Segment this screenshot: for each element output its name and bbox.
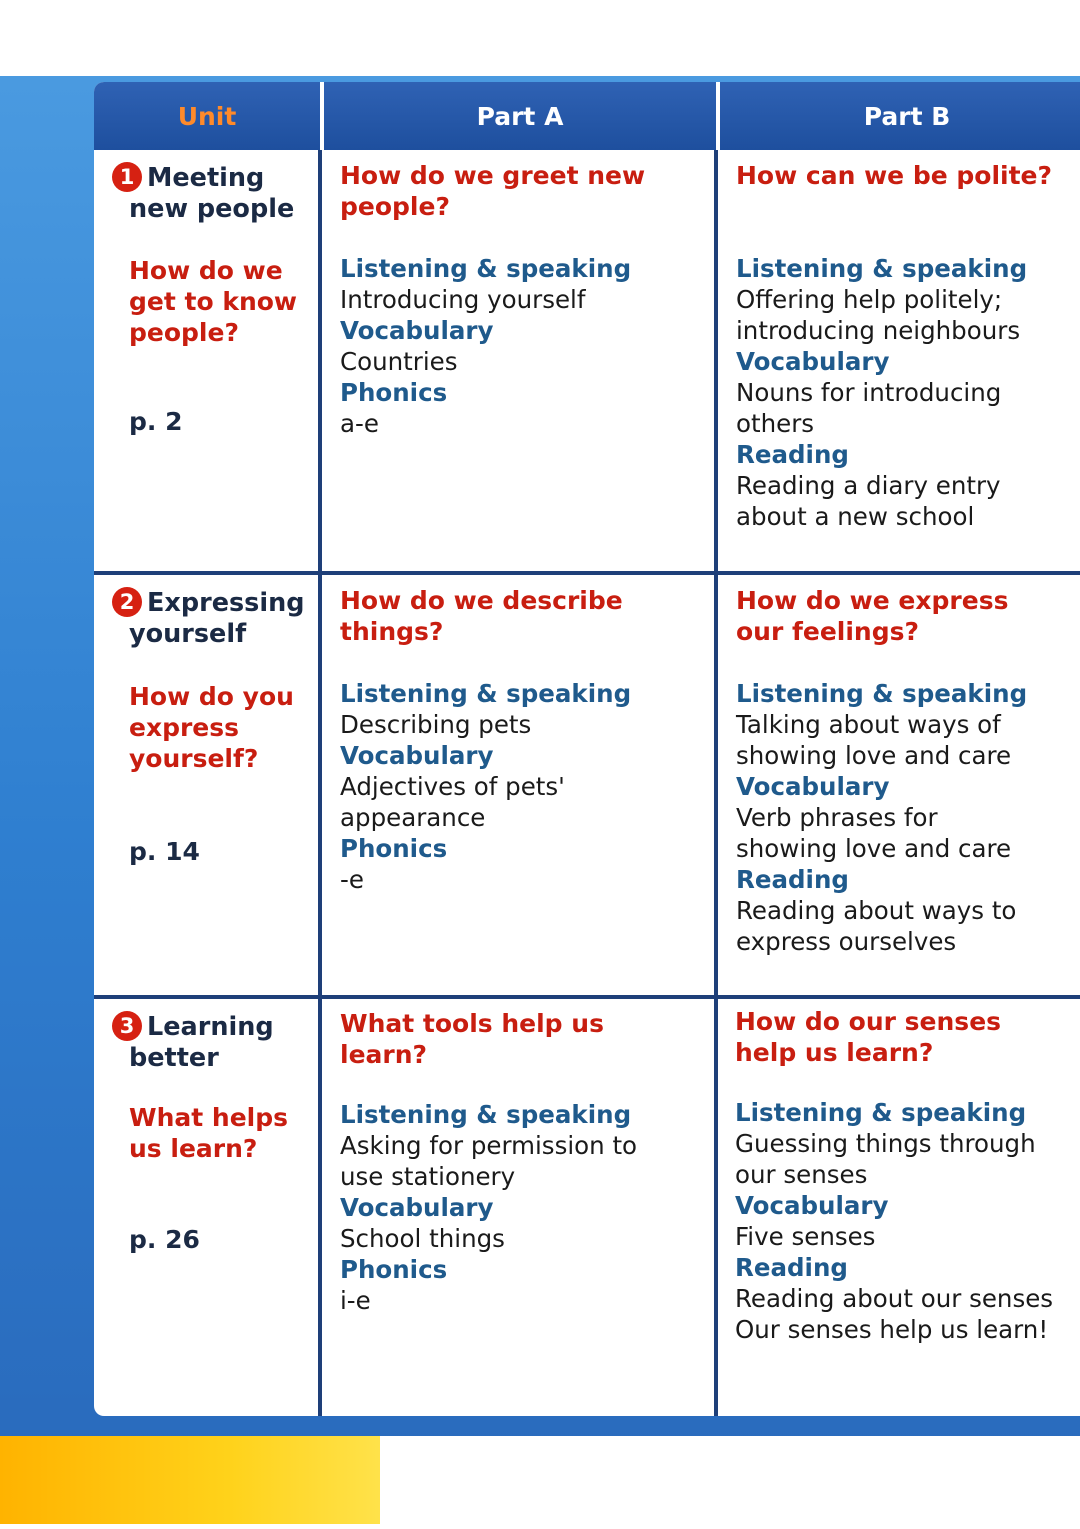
unit-cell — [112, 587, 312, 867]
unit-number-badge: 2 — [112, 587, 142, 617]
listening-speaking-text: use stationery — [340, 1162, 516, 1191]
vocabulary-label: Vocabulary — [340, 316, 494, 345]
vocabulary-label: Vocabulary — [736, 772, 890, 801]
reading-text: Reading about ways to — [736, 896, 1017, 925]
reading-text: Our senses help us learn! — [735, 1315, 1049, 1344]
part-b-question: How can we be polite? — [736, 161, 1053, 190]
part-a-question: people? — [340, 192, 450, 221]
unit-question: yourself? — [129, 744, 259, 773]
vocabulary-text: others — [736, 409, 815, 438]
contents-table — [94, 82, 1080, 1416]
bottom-margin — [380, 1436, 1080, 1529]
header-divider — [320, 82, 324, 150]
unit-title: 3 Learning — [112, 1011, 312, 1043]
listening-speaking-text: our senses — [735, 1160, 868, 1189]
vocabulary-text: Verb phrases for — [736, 803, 938, 832]
part-a-cell — [340, 585, 710, 895]
listening-speaking-label: Listening & speaking — [736, 679, 1028, 708]
unit-question: people? — [129, 318, 239, 347]
vocabulary-label: Vocabulary — [735, 1191, 889, 1220]
column-divider — [714, 150, 718, 1416]
unit-question: get to know — [129, 287, 298, 316]
unit-cell — [112, 162, 312, 437]
row-divider — [94, 995, 1080, 999]
part-a-question: How do we greet new — [340, 161, 646, 190]
unit-title: yourself — [129, 619, 247, 649]
listening-speaking-text: Describing pets — [340, 710, 532, 739]
part-b-question: How do we express — [736, 586, 1009, 615]
vocabulary-label: Vocabulary — [736, 347, 890, 376]
unit-cell — [112, 1011, 312, 1255]
vocabulary-label: Vocabulary — [340, 1193, 494, 1222]
unit-title: 2 Expressing — [112, 587, 312, 619]
listening-speaking-text: Talking about ways of — [736, 710, 1001, 739]
listening-speaking-label: Listening & speaking — [736, 254, 1028, 283]
vocabulary-text: Countries — [340, 347, 458, 376]
phonics-label: Phonics — [340, 1255, 448, 1284]
unit-number-badge: 3 — [112, 1011, 142, 1041]
header-part-a: Part A — [324, 82, 716, 150]
reading-text: express ourselves — [736, 927, 957, 956]
vocabulary-text: Nouns for introducing — [736, 378, 1002, 407]
page-number: p. 14 — [129, 837, 200, 866]
phonics-label: Phonics — [340, 378, 448, 407]
unit-question: What helps — [129, 1103, 288, 1132]
vocabulary-text: appearance — [340, 803, 486, 832]
part-b-question: How do our senses — [735, 1007, 1002, 1036]
vocabulary-text: Adjectives of pets' — [340, 772, 565, 801]
listening-speaking-label: Listening & speaking — [340, 254, 632, 283]
header-divider — [716, 82, 720, 150]
reading-text: about a new school — [736, 502, 975, 531]
unit-title: new people — [129, 194, 295, 224]
vocabulary-text: School things — [340, 1224, 505, 1253]
phonics-text: a-e — [340, 409, 379, 438]
phonics-text: i-e — [340, 1286, 371, 1315]
yellow-strip — [0, 1436, 380, 1524]
unit-title: 1 Meeting — [112, 162, 312, 194]
part-b-cell — [736, 160, 1080, 532]
listening-speaking-text: Asking for permission to — [340, 1131, 638, 1160]
unit-question: How do we — [129, 256, 283, 285]
unit-question: How do you — [129, 682, 294, 711]
listening-speaking-text: Offering help politely; — [736, 285, 1003, 314]
listening-speaking-text: introducing neighbours — [736, 316, 1021, 345]
row-divider — [94, 571, 1080, 575]
reading-text: Reading about our senses — [735, 1284, 1054, 1313]
unit-question: express — [129, 713, 240, 742]
reading-label: Reading — [736, 440, 849, 469]
part-b-question: our feelings? — [736, 617, 920, 646]
reading-label: Reading — [735, 1253, 848, 1282]
phonics-text: -e — [340, 865, 364, 894]
reading-text: Reading a diary entry — [736, 471, 1001, 500]
listening-speaking-label: Listening & speaking — [340, 679, 632, 708]
listening-speaking-text: Guessing things through — [735, 1129, 1036, 1158]
part-a-question: things? — [340, 617, 444, 646]
phonics-label: Phonics — [340, 834, 448, 863]
page-number: p. 26 — [129, 1225, 200, 1254]
part-a-cell — [340, 160, 710, 439]
listening-speaking-text: Introducing yourself — [340, 285, 586, 314]
unit-question: us learn? — [129, 1134, 258, 1163]
vocabulary-text: showing love and care — [736, 834, 1012, 863]
vocabulary-label: Vocabulary — [340, 741, 494, 770]
page-number: p. 2 — [129, 407, 183, 436]
listening-speaking-label: Listening & speaking — [340, 1100, 632, 1129]
header-part-b: Part B — [720, 82, 1080, 150]
column-divider — [318, 150, 322, 1416]
listening-speaking-label: Listening & speaking — [735, 1098, 1027, 1127]
part-a-question: How do we describe — [340, 586, 623, 615]
reading-label: Reading — [736, 865, 849, 894]
header-unit: Unit — [94, 82, 320, 150]
part-a-cell — [340, 1008, 710, 1316]
unit-title: better — [129, 1043, 219, 1073]
vocabulary-text: Five senses — [735, 1222, 876, 1251]
part-b-question: help us learn? — [735, 1038, 934, 1067]
part-a-question: learn? — [340, 1040, 428, 1069]
part-b-cell — [736, 585, 1080, 957]
part-b-cell — [735, 1006, 1080, 1345]
unit-number-badge: 1 — [112, 162, 142, 192]
listening-speaking-text: showing love and care — [736, 741, 1012, 770]
part-a-question: What tools help us — [340, 1009, 604, 1038]
